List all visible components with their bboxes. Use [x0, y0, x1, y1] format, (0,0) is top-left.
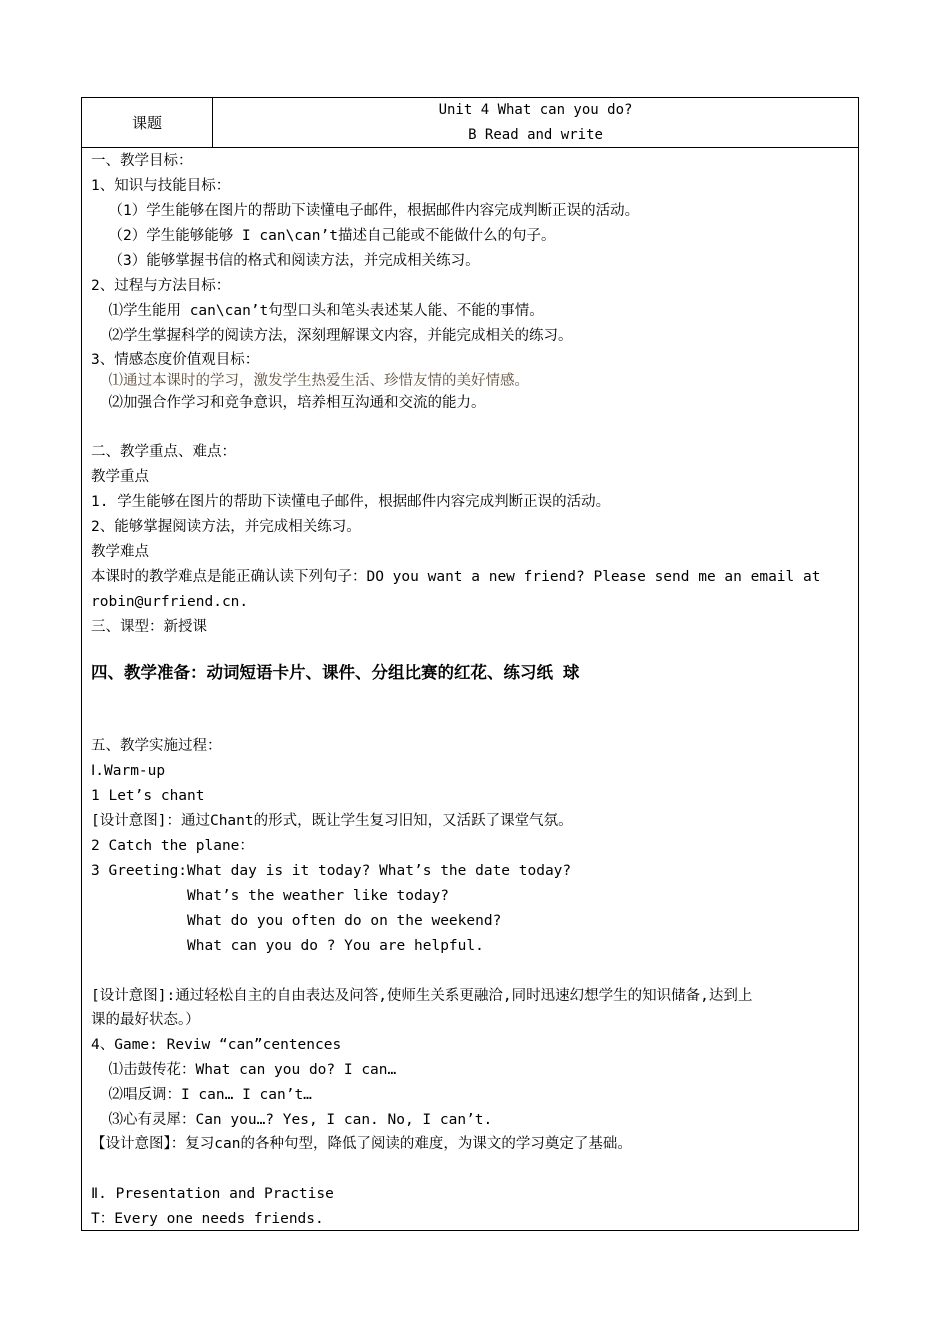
procedure-line: ⑴击鼓传花：What can you do? I can…	[91, 1062, 397, 1078]
procedure-line: What’s the weather like today?	[91, 888, 449, 904]
design-intent-line: [设计意图]：通过Chant的形式，既让学生复习旧知，又活跃了课堂气氛。	[91, 813, 573, 829]
difficulty-line: robin@urfriend.cn.	[91, 594, 249, 610]
objective-line: （2）学生能够能够 I can\can’t描述自己能或不能做什么的句子。	[91, 228, 556, 244]
heading-procedure: 五、教学实施过程：	[91, 738, 222, 754]
section-presentation: Ⅱ. Presentation and Practise	[91, 1186, 334, 1202]
objective-line: ⑵加强合作学习和竞争意识，培养相互沟通和交流的能力。	[91, 395, 486, 411]
procedure-line: ⑵唱反调：I can… I can’t…	[91, 1087, 312, 1103]
procedure-line: What can you do ? You are helpful.	[91, 938, 484, 954]
objective-line: （1）学生能够在图片的帮助下读懂电子邮件，根据邮件内容完成判断正误的活动。	[91, 203, 640, 219]
subheading-difficulties: 教学难点	[91, 544, 149, 560]
design-intent-line: 课的最好状态。）	[91, 1012, 200, 1028]
table-header-row	[82, 98, 858, 148]
heading-lesson-type: 三、课型：新授课	[91, 619, 207, 635]
objective-line: ⑴学生能用 can\can’t句型口头和笔头表述某人能、不能的事情。	[91, 303, 544, 319]
key-point-line: 1. 学生能够在图片的帮助下读懂电子邮件，根据邮件内容完成判断正误的活动。	[91, 494, 611, 510]
objective-line: ⑴通过本课时的学习，激发学生热爱生活、珍惜友情的美好情感。	[91, 373, 529, 389]
heading-knowledge-skills: 1、知识与技能目标：	[91, 178, 231, 194]
lesson-plan-table	[81, 97, 859, 1231]
lesson-title-line1: Unit 4 What can you do?	[438, 102, 633, 118]
topic-label: 课题	[82, 98, 213, 147]
difficulty-line: 本课时的教学难点是能正确认读下列句子：DO you want a new friend? Please send me an email at	[91, 569, 821, 585]
heading-key-points: 二、教学重点、难点：	[91, 444, 236, 460]
procedure-line: ⑶心有灵犀：Can you…? Yes, I can. No, I can’t.	[91, 1112, 493, 1128]
procedure-line: 1 Let’s chant	[91, 788, 205, 804]
procedure-line: 4、Game: Reviw “can”centences	[91, 1037, 342, 1053]
objective-line: ⑵学生掌握科学的阅读方法，深刻理解课文内容，并能完成相关的练习。	[91, 328, 573, 344]
lesson-title-line2: B Read and write	[468, 127, 603, 143]
design-intent-line: 【设计意图】：复习can的各种句型，降低了阅读的难度，为课文的学习奠定了基础。	[91, 1136, 632, 1152]
procedure-line: T：Every one needs friends.	[91, 1211, 324, 1227]
heading-emotion-values: 3、情感态度价值观目标：	[91, 352, 260, 368]
design-intent-line: [设计意图]:通过轻松自主的自由表达及问答,使师生关系更融洽,同时迅速幻想学生的知识储备,达到上	[91, 988, 753, 1004]
procedure-line: What do you often do on the weekend?	[91, 913, 502, 929]
section-warm-up: Ⅰ.Warm-up	[91, 763, 166, 779]
heading-process-method: 2、过程与方法目标：	[91, 278, 231, 294]
objective-line: （3）能够掌握书信的格式和阅读方法，并完成相关练习。	[91, 253, 480, 269]
subheading-key-points: 教学重点	[91, 469, 149, 485]
lesson-title	[213, 98, 858, 147]
heading-objectives: 一、教学目标：	[91, 153, 193, 169]
heading-preparation: 四、教学准备：动词短语卡片、课件、分组比赛的红花、练习纸 球	[91, 663, 580, 682]
procedure-line: 3 Greeting:What day is it today? What’s the date today?	[91, 863, 572, 879]
procedure-line: 2 Catch the plane：	[91, 838, 254, 854]
key-point-line: 2、能够掌握阅读方法，并完成相关练习。	[91, 519, 361, 535]
